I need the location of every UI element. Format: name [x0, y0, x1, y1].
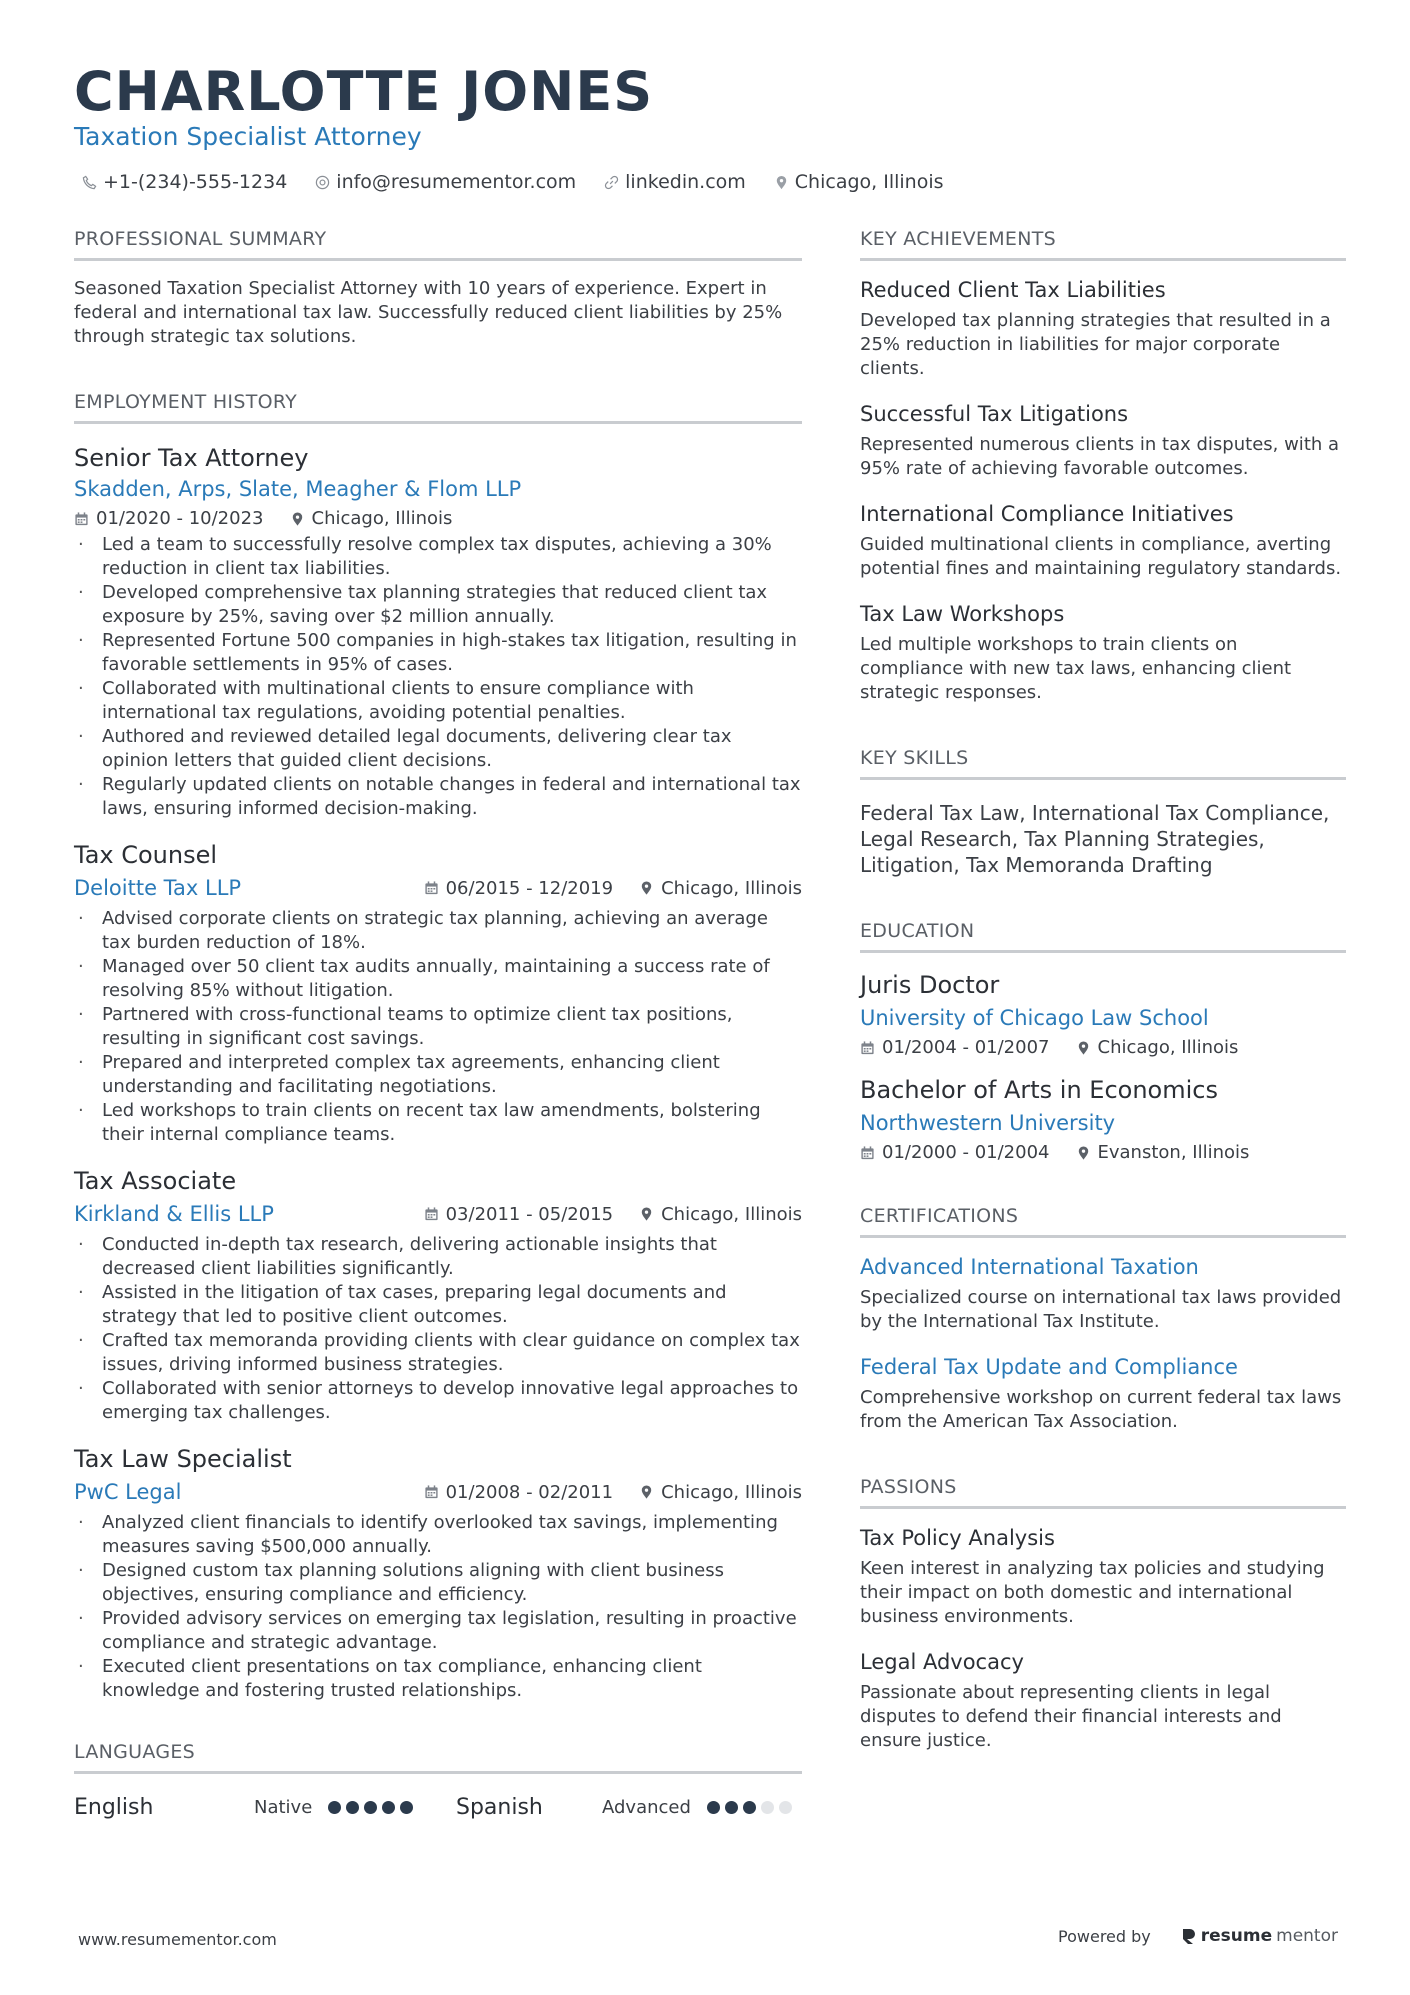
passion-item [860, 1523, 1346, 1629]
job-dates [424, 1204, 614, 1225]
section-title: KEY SKILLS [860, 745, 1346, 780]
achievement-text: Led multiple workshops to train clients on compliance with new tax laws, enhancing client strategic responses. [860, 634, 1292, 703]
job-meta [424, 1482, 802, 1503]
job-entry [74, 839, 802, 1147]
job-bullet: · Executed client presentations on tax compliance, enhancing client knowledge and fostering trusted relationships. [74, 1655, 802, 1703]
achievement-title: Tax Law Workshops [860, 602, 1065, 626]
job-company: Kirkland & Ellis LLP [74, 1202, 274, 1226]
job-bullet: · Analyzed client financials to identify overlooked tax savings, implementing measures saving $500,000 annually. [74, 1511, 802, 1559]
location-pin-icon [1076, 1145, 1091, 1161]
contact-linkedin[interactable] [604, 171, 746, 193]
job-bullet: · Prepared and interpreted complex tax agreements, enhancing client understanding and facilitating negotiations. [74, 1051, 802, 1099]
education-location [1076, 1142, 1250, 1163]
passion-title: Legal Advocacy [860, 1650, 1024, 1674]
job-meta [424, 878, 802, 899]
achievement-text: Guided multinational clients in compliance, averting potential fines and maintaining regulatory standards. [860, 534, 1342, 579]
education-location [1076, 1037, 1239, 1058]
job-company: Skadden, Arps, Slate, Meagher & Flom LLP [74, 477, 522, 501]
job-meta [74, 508, 802, 529]
rating-dot-filled [364, 1801, 377, 1814]
section-title: PROFESSIONAL SUMMARY [74, 226, 802, 261]
job-dates-text: 06/2015 - 12/2019 [445, 877, 614, 899]
rating-dot-filled [400, 1801, 413, 1814]
brand-bold: resume [1200, 1926, 1273, 1946]
job-bullet: · Designed custom tax planning solutions aligning with client business objectives, ensuring compliance and efficiency. [74, 1559, 802, 1607]
language-name: Spanish [456, 1794, 543, 1820]
language-item [456, 1795, 802, 1820]
job-dates [74, 508, 264, 529]
job-location [639, 1482, 802, 1503]
job-company-row [74, 1199, 802, 1229]
job-bullet: · Conducted in-depth tax research, delivering actionable insights that decreased client liabilities significantly. [74, 1233, 802, 1281]
rating-dot-empty [779, 1801, 792, 1814]
passion-text: Keen interest in analyzing tax policies and studying their impact on both domestic and international business environments. [860, 1558, 1325, 1627]
education-item [860, 969, 1346, 1058]
job-bullet: · Collaborated with senior attorneys to develop innovative legal approaches to emerging tax challenges. [74, 1377, 802, 1425]
job-bullet: · Developed comprehensive tax planning strategies that reduced client tax exposure by 25%, saving over $2 million annually. [74, 581, 802, 629]
job-bullet: · Led workshops to train clients on recent tax law amendments, bolstering their internal compliance teams. [74, 1099, 802, 1147]
location-text: Chicago, Illinois [794, 171, 944, 193]
job-company-row [74, 873, 802, 903]
education-degree: Juris Doctor [860, 971, 1000, 999]
email-text: info@resumementor.com [336, 171, 577, 193]
calendar-icon [424, 880, 439, 896]
job-bullet: · Advised corporate clients on strategic tax planning, achieving an average tax burden reduction of 18%. [74, 907, 802, 955]
certification-title: Federal Tax Update and Compliance [860, 1355, 1238, 1379]
section-title: EMPLOYMENT HISTORY [74, 389, 802, 424]
job-bullet: · Provided advisory services on emerging tax legislation, resulting in proactive compliance and strategic advantage. [74, 1607, 802, 1655]
phone-text: +1-(234)-555-1234 [103, 171, 288, 193]
education-school: Northwestern University [860, 1111, 1116, 1135]
job-location [639, 878, 802, 899]
calendar-icon [74, 511, 89, 527]
job-bullets [74, 907, 802, 1147]
employment-section [74, 389, 802, 1703]
languages-section [74, 1739, 802, 1822]
job-bullets [74, 533, 802, 821]
rating-dot-empty [761, 1801, 774, 1814]
footer-url[interactable]: www.resumementor.com [78, 1930, 277, 1949]
language-item [74, 1795, 456, 1820]
location-pin-icon [639, 1206, 654, 1222]
achievement-text: Developed tax planning strategies that resulted in a 25% reduction in liabilities for major corporate clients. [860, 310, 1331, 379]
achievement-text: Represented numerous clients in tax disputes, with a 95% rate of achieving favorable outcomes. [860, 434, 1340, 479]
job-location [639, 1204, 802, 1225]
job-bullet: · Partnered with cross-functional teams to optimize client tax positions, resulting in significant cost savings. [74, 1003, 802, 1051]
skills-section [860, 745, 1346, 878]
achievement-item [860, 399, 1346, 481]
education-location-text: Evanston, Illinois [1097, 1142, 1250, 1163]
location-pin-icon [639, 1484, 654, 1500]
brand-logo[interactable] [1181, 1926, 1338, 1946]
job-location-text: Chicago, Illinois [661, 877, 802, 899]
achievement-title: Reduced Client Tax Liabilities [860, 278, 1166, 302]
education-dates [860, 1142, 1050, 1163]
language-rating [328, 1801, 413, 1814]
job-entry [74, 1165, 802, 1425]
job-dates-text: 03/2011 - 05/2015 [445, 1203, 614, 1225]
powered-by-label: Powered by [1058, 1926, 1151, 1946]
certification-title: Advanced International Taxation [860, 1255, 1199, 1279]
rating-dot-filled [743, 1801, 756, 1814]
location-pin-icon [774, 175, 789, 190]
job-bullet: · Collaborated with multinational clients to ensure compliance with international tax regulations, avoiding potential penalties. [74, 677, 802, 725]
rating-dot-filled [346, 1801, 359, 1814]
job-role: Tax Law Specialist [74, 1445, 292, 1473]
job-role: Tax Associate [74, 1167, 237, 1195]
certification-text: Specialized course on international tax laws provided by the International Tax Institute. [860, 1287, 1342, 1332]
job-dates [424, 878, 614, 899]
education-school: University of Chicago Law School [860, 1006, 1209, 1030]
candidate-name: CHARLOTTE JONES [74, 60, 654, 123]
job-location [290, 508, 453, 529]
job-dates-text: 01/2008 - 02/2011 [445, 1481, 614, 1503]
section-title: KEY ACHIEVEMENTS [860, 226, 1346, 261]
calendar-icon [860, 1145, 875, 1161]
contact-bar [82, 168, 944, 196]
achievement-item [860, 499, 1346, 581]
job-bullet: · Assisted in the litigation of tax cases, preparing legal documents and strategy that led to positive client outcomes. [74, 1281, 802, 1329]
job-meta [424, 1204, 802, 1225]
section-title: CERTIFICATIONS [860, 1203, 1346, 1238]
certification-item [860, 1252, 1346, 1334]
linkedin-text: linkedin.com [625, 171, 746, 193]
job-bullets [74, 1233, 802, 1425]
job-company: Deloitte Tax LLP [74, 876, 242, 900]
achievements-section [860, 226, 1346, 705]
contact-email[interactable] [315, 171, 576, 193]
language-row [74, 1792, 802, 1822]
job-entry [74, 442, 802, 821]
footer-powered [1058, 1926, 1338, 1946]
certification-item [860, 1352, 1346, 1434]
contact-phone [82, 171, 287, 193]
rating-dot-filled [328, 1801, 341, 1814]
achievement-item [860, 275, 1346, 381]
language-level: Native [254, 1796, 313, 1818]
contact-location [774, 171, 944, 193]
job-location-text: Chicago, Illinois [311, 508, 453, 529]
calendar-icon [424, 1206, 439, 1222]
achievement-title: International Compliance Initiatives [860, 502, 1234, 526]
achievement-title: Successful Tax Litigations [860, 402, 1129, 426]
job-entry [74, 1443, 802, 1703]
job-bullet: · Managed over 50 client tax audits annually, maintaining a success rate of resolving 85% without litigation. [74, 955, 802, 1003]
skills-text: Federal Tax Law, International Tax Compliance, Legal Research, Tax Planning Strategies, Litigation, Tax Memoranda Drafting [860, 801, 1330, 877]
education-dates [860, 1037, 1050, 1058]
certifications-section [860, 1203, 1346, 1434]
job-dates [424, 1482, 614, 1503]
job-bullet: · Authored and reviewed detailed legal documents, delivering clear tax opinion letters that guided client decisions. [74, 725, 802, 773]
location-pin-icon [639, 880, 654, 896]
education-dates-text: 01/2000 - 01/2004 [882, 1142, 1050, 1163]
section-title: LANGUAGES [74, 1739, 802, 1774]
phone-icon [82, 175, 97, 190]
job-bullet: · Crafted tax memoranda providing clients with clear guidance on complex tax issues, driving informed business strategies. [74, 1329, 802, 1377]
job-role: Senior Tax Attorney [74, 444, 309, 472]
section-title: EDUCATION [860, 918, 1346, 953]
brand-mark-icon [1181, 1927, 1197, 1945]
section-title: PASSIONS [860, 1474, 1346, 1509]
candidate-title: Taxation Specialist Attorney [74, 122, 422, 151]
right-column [860, 226, 1346, 1753]
language-level: Advanced [602, 1796, 691, 1818]
rating-dot-filled [707, 1801, 720, 1814]
rating-dot-filled [382, 1801, 395, 1814]
education-location-text: Chicago, Illinois [1097, 1037, 1239, 1058]
job-role: Tax Counsel [74, 841, 218, 869]
rating-dot-filled [725, 1801, 738, 1814]
passion-title: Tax Policy Analysis [860, 1526, 1055, 1550]
education-dates-text: 01/2004 - 01/2007 [882, 1037, 1050, 1058]
passions-section [860, 1474, 1346, 1753]
education-meta [860, 1037, 1346, 1058]
job-bullet: · Represented Fortune 500 companies in high-stakes tax litigation, resulting in favorable settlements in 95% of cases. [74, 629, 802, 677]
location-pin-icon [290, 511, 305, 527]
education-item [860, 1074, 1346, 1163]
language-name: English [74, 1794, 154, 1820]
education-section [860, 918, 1346, 1163]
passion-item [860, 1647, 1346, 1753]
language-rating [707, 1801, 792, 1814]
summary-text: Seasoned Taxation Specialist Attorney with 10 years of experience. Expert in federal and international tax law. Successfully reduced client liabilities by 25% through strategic tax solutions. [74, 278, 783, 347]
location-pin-icon [1076, 1040, 1091, 1056]
calendar-icon [860, 1040, 875, 1056]
link-icon [604, 175, 619, 190]
at-icon [315, 175, 330, 190]
left-column [74, 226, 802, 1822]
summary-section [74, 226, 802, 349]
achievement-item [860, 599, 1346, 705]
education-meta [860, 1142, 1346, 1163]
job-location-text: Chicago, Illinois [661, 1203, 802, 1225]
job-bullets [74, 1511, 802, 1703]
job-bullet: · Regularly updated clients on notable changes in federal and international tax laws, ensuring informed decision-making. [74, 773, 802, 821]
education-degree: Bachelor of Arts in Economics [860, 1076, 1218, 1104]
certification-text: Comprehensive workshop on current federal tax laws from the American Tax Association. [860, 1387, 1342, 1432]
job-dates-text: 01/2020 - 10/2023 [96, 508, 264, 529]
passion-text: Passionate about representing clients in legal disputes to defend their financial interests and ensure justice. [860, 1682, 1282, 1751]
job-location-text: Chicago, Illinois [661, 1481, 802, 1503]
job-bullet: · Led a team to successfully resolve complex tax disputes, achieving a 30% reduction in client tax liabilities. [74, 533, 802, 581]
job-company-row [74, 1477, 802, 1507]
brand-light: mentor [1276, 1926, 1338, 1946]
calendar-icon [424, 1484, 439, 1500]
job-company: PwC Legal [74, 1480, 182, 1504]
